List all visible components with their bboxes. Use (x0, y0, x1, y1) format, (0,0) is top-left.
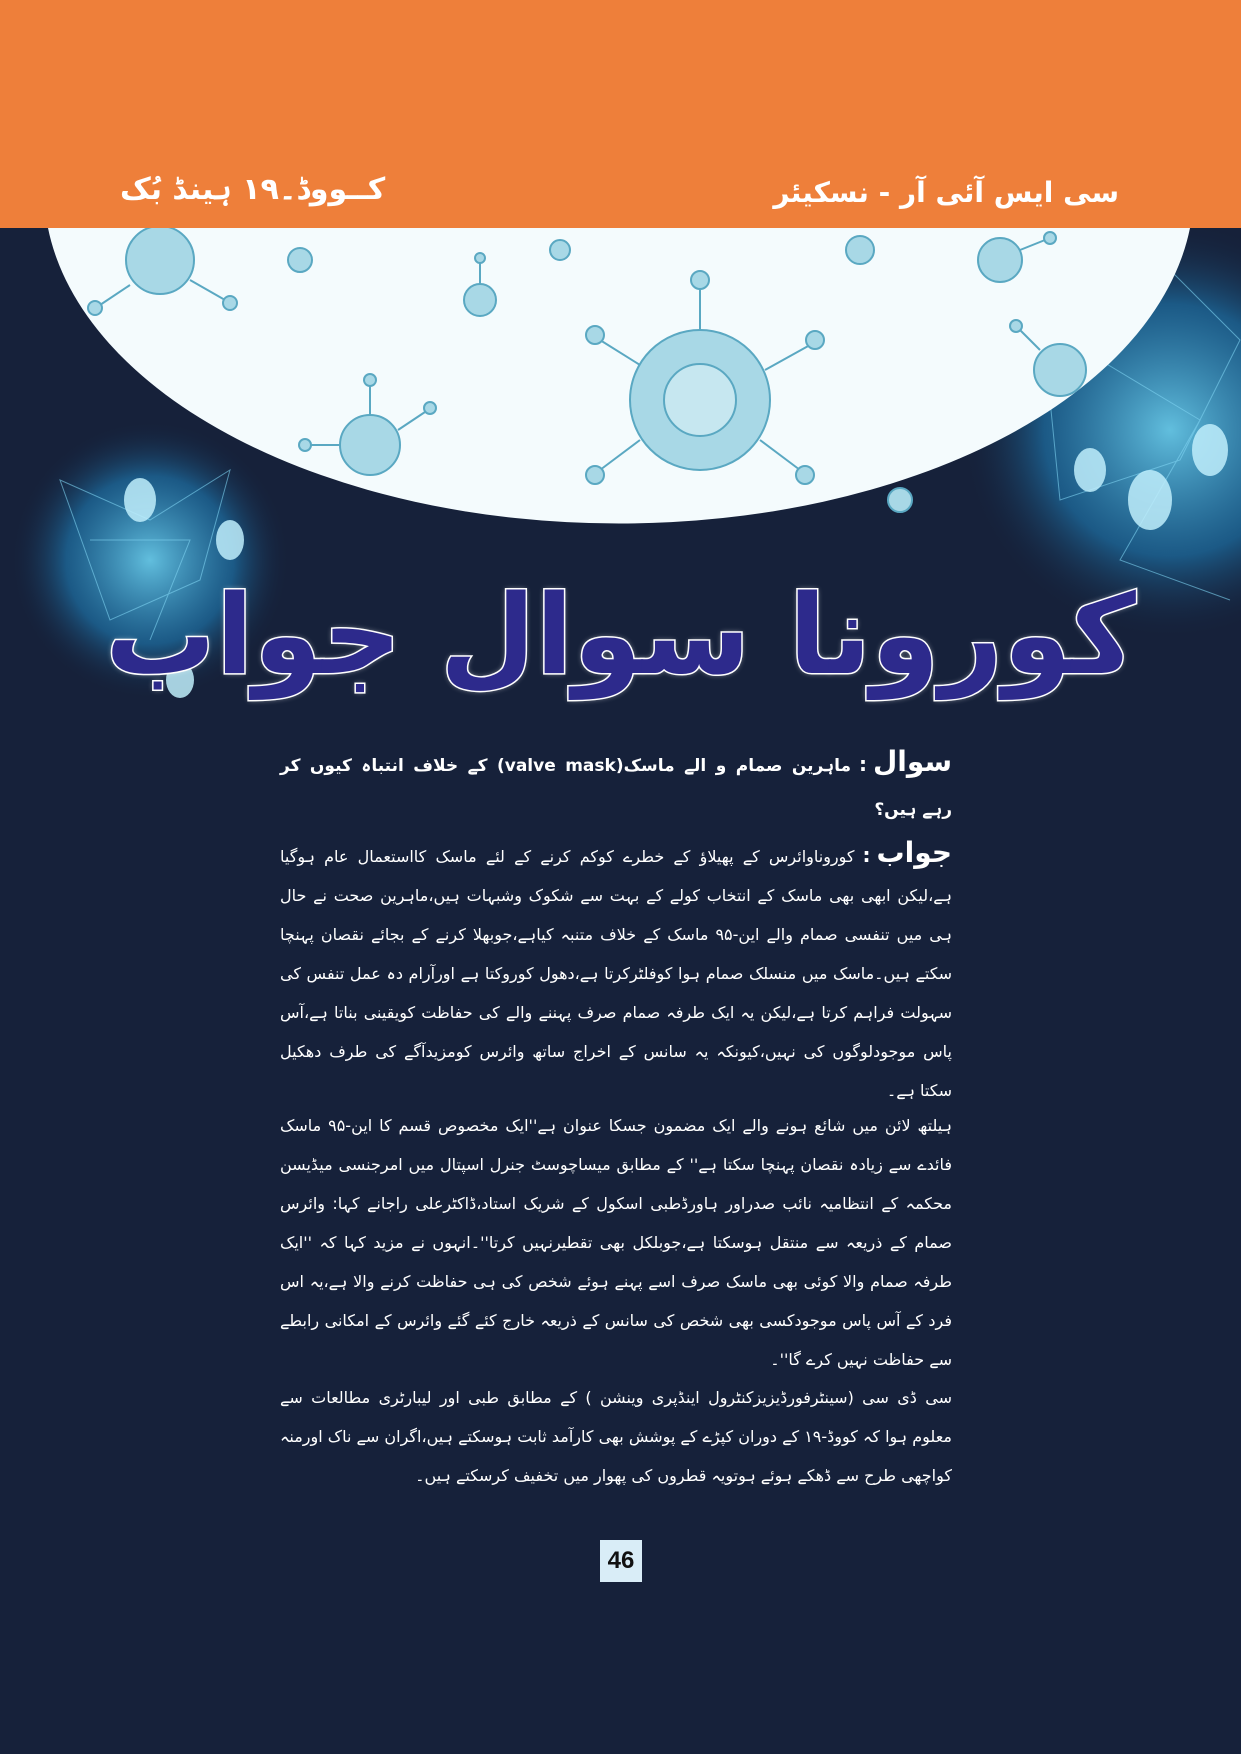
handbook-title: کــووڈ۔۱۹ ہینڈ بُک (120, 172, 386, 207)
paragraph-healthline: ہیلتھ لائن میں شائع ہونے والے ایک مضمون جسکا عنوان ہے''ایک مخصوص قسم کا این-۹۵ ماسک فائدے سے زیادہ نقصان پہنچا سکتا ہے'' کے مطابق میساچوسٹ جنرل اسپتال میں امرجنسی میڈیسن محکمہ کے انتظامیہ نائب صدراور ہاورڈطبی اسکول کے شریک استاد،ڈاکٹرعلی راجانے کہا: وائرس صمام کے ذریعہ سے منتقل ہوسکتا ہے،جوبلکل بھی تقطیرنہیں کرتا''۔انہوں نے مزید کہا کہ ''ایک طرفہ صمام والا کوئی بھی ماسک صرف اسے پہنے ہوئے شخص کی ہی حفاظت کرنے والا ہے،یہ اس فرد کے آس پاس موجودکسی بھی شخص کی سانس کے ذریعہ خارج کئے گئے وائرس کے امکانی رابطے سے حفاظت نہیں کرے گا''۔ (280, 1116, 952, 1369)
publisher-title: سی ایس آئی آر - نسکیئر (773, 176, 1119, 209)
paragraph-cdc: سی ڈی سی (سینٹرفورڈیزیزکنٹرول اینڈپری وینشن ) کے مطابق طبی اور لیبارٹری مطالعات سے معلوم ہوا کہ کووڈ-۱۹ کے دوران کپڑے کے پوشش بھی کارآمد ثابت ہوسکتے ہیں،اگران سے ناک اورمنہ کواچھی طرح سے ڈھکے ہوئے ہوتویہ قطروں کی پھوار میں تخفیف کرسکتے ہیں۔ (280, 1388, 953, 1485)
page-number: 46 (600, 1540, 642, 1582)
page-title: کورونا سوال جواب (105, 571, 1136, 699)
header-band (0, 0, 1241, 228)
answer-block (280, 833, 952, 1110)
answer-colon: : (862, 843, 871, 867)
question-colon: : (859, 752, 868, 776)
answer-text: کوروناوائرس کے پھیلاؤ کے خطرے کوکم کرنے کے لئے ماسک کااستعمال عام ہوگیا ہے،لیکن ابھی بھی ماسک کے انتخاب کولے کے بہت سے شکوک وشبہات ہیں،ماہرین صحت نے حال ہی میں تنفسی صمام والے این-۹۵ ماسک کے خلاف متنبہ کیاہے،جوبھلا کرنے کے بجائے نقصان پہنچا سکتے ہیں۔ماسک میں منسلک صمام ہوا کوفلٹرکرتا ہے،دھول کوروکتا ہے اورآرام دہ عمل تنفس کی سہولت فراہم کرتا ہے،لیکن یہ ایک طرفہ صمام صرف پہننے والے کی حفاظت کویقینی بناتا ہے،آس پاس موجودلوگوں کی نہیں،کیونکہ یہ سانس کے اخراج ساتھ وائرس کومزیدآگے کی طرف دھکیل سکتا ہے۔ (280, 847, 953, 1100)
question-block (280, 740, 952, 832)
question-text: ماہرین صمام و الے ماسک(valve mask) کے خلاف انتباہ کیوں کر رہے ہیں؟ (280, 756, 952, 820)
question-label: سوال (873, 745, 952, 778)
answer-label: جواب (876, 836, 952, 869)
